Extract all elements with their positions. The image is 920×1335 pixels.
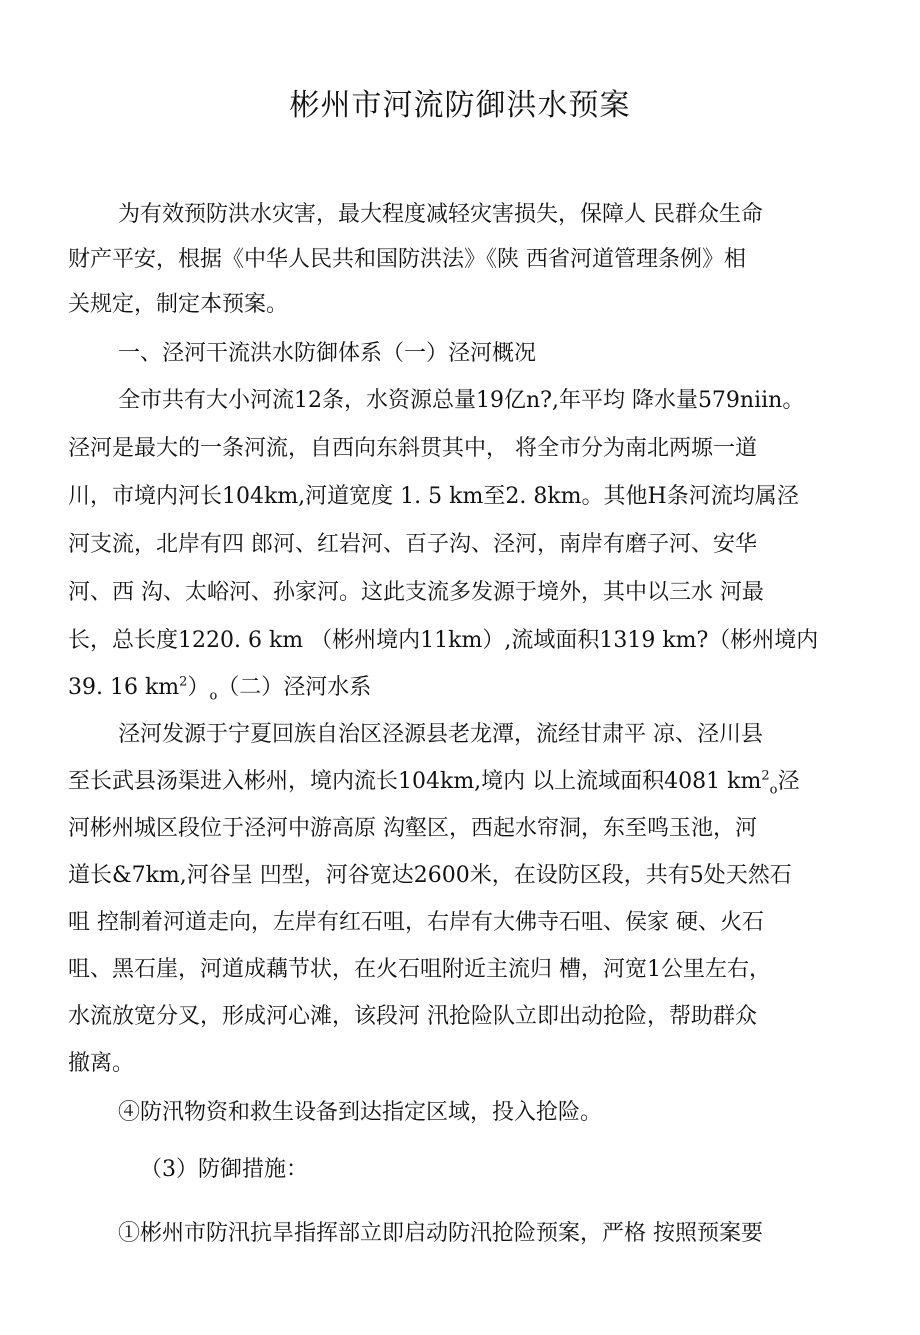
trailing-text: 泾 <box>777 769 800 794</box>
area-value-text: 39. 16 km <box>68 675 180 700</box>
subsection-heading: （二）泾河水系 <box>217 675 372 700</box>
list-item: ①彬州市防汛抗旱指挥部立即启动防汛抢险预案，严格 按照预案要 <box>118 1221 763 1246</box>
paragraph-line: 道长&7km,河谷呈 凹型，河谷宽达2600米，在设防区段，共有5处天然石 <box>68 863 792 888</box>
paragraph-line: 泾河是最大的一条河流，自西向东斜贯其中， 将全市分为南北两塬一道 <box>68 436 757 461</box>
closing-paren: ） <box>187 675 210 700</box>
paragraph-line: 川，市境内河长104km,河道宽度 1. 5 km至2. 8km。其他H条河流均属泾 <box>68 484 799 509</box>
paragraph-line: 水流放宽分叉，形成河心滩，该段河 汛抢险队立即出动抢险，帮助群众 <box>68 1004 757 1029</box>
paragraph-line: 撤离。 <box>68 1051 135 1076</box>
paragraph-line: 泾河发源于宁夏回族自治区泾源县老龙潭，流经甘肃平 凉、泾川县 <box>118 722 763 747</box>
superscript: 2 <box>179 674 188 690</box>
subscript: o <box>209 688 218 704</box>
paragraph-line: 全市共有大小河流12条，水资源总量19亿n?,年平均 降水量579niin。 <box>118 388 805 413</box>
subscript: o <box>769 782 778 798</box>
paragraph-line: 关规定，制定本预案。 <box>68 292 289 317</box>
paragraph-line: 河、西 沟、太峪河、孙家河。这此支流多发源于境外，其中以三水 河最 <box>68 580 764 605</box>
paragraph-line: 财产平安，根据《中华人民共和国防洪法》《陕 西省河道管理条例》相 <box>68 247 746 272</box>
subsection-heading: （3）防御措施： <box>140 1157 308 1182</box>
superscript: 2 <box>761 768 770 784</box>
paragraph-line: 咀 控制着河道走向，左岸有红石咀，右岸有大佛寺石咀、侯家 硬、火石 <box>68 910 764 935</box>
paragraph-line-area <box>68 767 799 797</box>
paragraph-line: 为有效预防洪水灾害，最大程度减轻灾害损失，保障人 民群众生命 <box>118 202 763 227</box>
section-heading: 一、泾河干流洪水防御体系（一）泾河概况 <box>118 341 537 366</box>
paragraph-line: 河支流，北岸有四 郎河、红岩河、百子沟、泾河，南岸有磨子河、安华 <box>68 532 757 557</box>
paragraph-line: 长，总长度1220. 6 km （彬州境内11km）,流域面积1319 km?（彬州境内 <box>68 628 819 653</box>
area-value-text: 至长武县汤渠进入彬州，境内流长104km,境内 以上流域面积4081 km <box>68 769 762 794</box>
paragraph-line: 咀、黑石崖，河道成藕节状，在火石咀附近主流归 槽，河宽1公里左右， <box>68 957 771 982</box>
paragraph-line: 河彬州城区段位于泾河中游高原 沟壑区，西起水帘洞，东至鸣玉池，河 <box>68 816 757 841</box>
document-title: 彬州市河流防御洪水预案 <box>289 88 631 123</box>
list-item: ④防汛物资和救生设备到达指定区域，投入抢险。 <box>118 1100 603 1125</box>
paragraph-line-area <box>68 673 371 703</box>
